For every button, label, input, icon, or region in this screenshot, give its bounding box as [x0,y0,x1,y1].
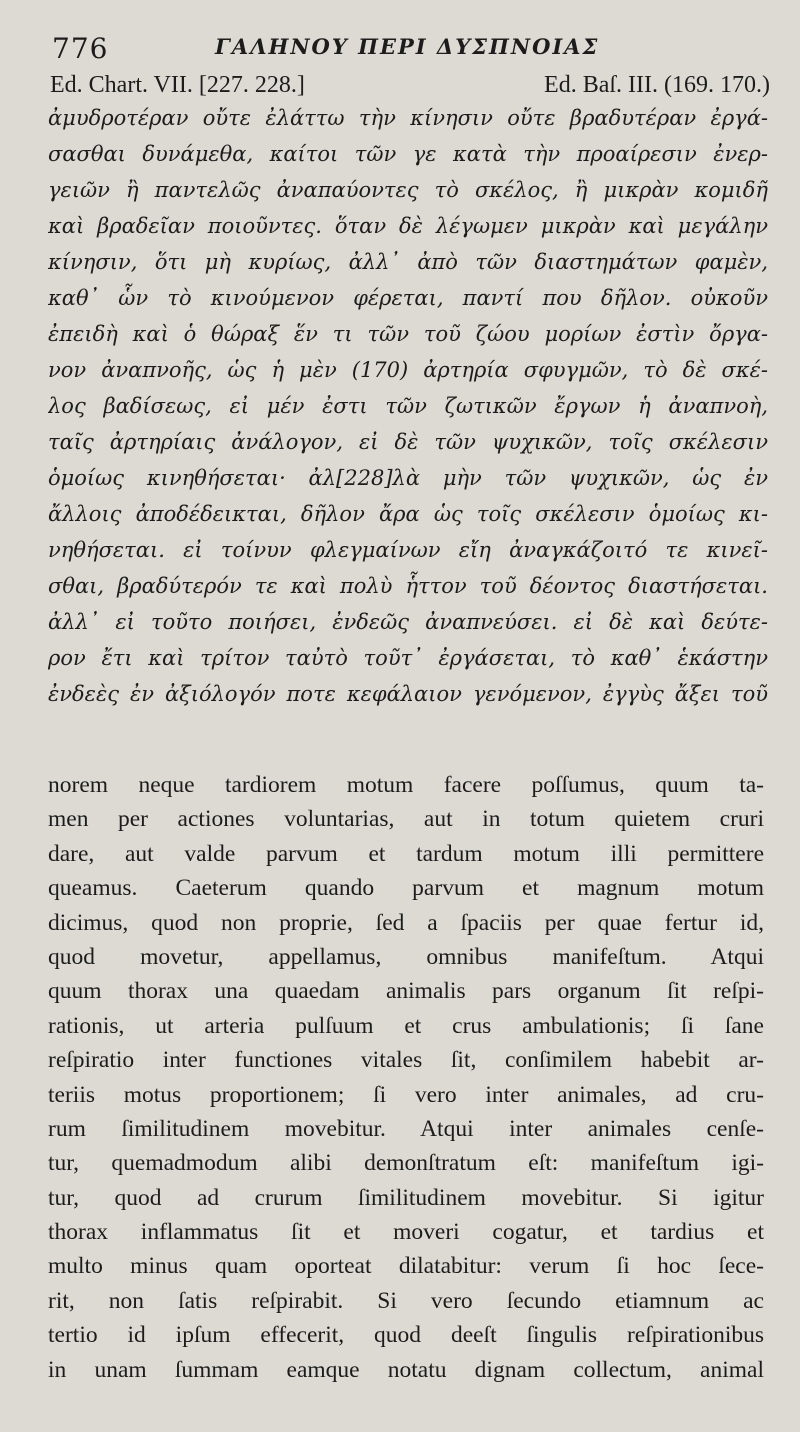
greek-text-line: ὁμοίως κινηθήσεται· ἀλ[228]λὰ μὴν τῶν ψυχικῶν, ὡς ἐν [48,466,768,490]
latin-text-block [48,768,764,1387]
running-title: ΓΑΛΗΝΟΥ ΠΕΡΙ ΔΥΣΠΝΟΙΑΣ [215,34,600,59]
greek-text-line: σασθαι δυνάμεθα, καίτοι τῶν γε κατὰ τὴν προαίρεσιν ἐνερ- [48,142,768,166]
latin-text-line: multo minus quam oporteat dilatabitur: verum ſi hoc ſece- [48,1253,764,1280]
latin-text-line: rit, non ſatis reſpirabit. Si vero ſecundo etiamnum ac [48,1287,764,1314]
greek-text-line: καθ᾽ ὧν τὸ κινούμενον φέρεται, παντί που δῆλον. οὐκοῦν [48,286,768,310]
latin-text-line: quum thorax una quaedam animalis pars organum ſit reſpi- [48,978,764,1005]
greek-text-line: λος βαδίσεως, εἰ μέν ἐστι τῶν ζωτικῶν ἔργων ἡ ἀναπνοὴ, [48,394,768,418]
latin-text-line: rationis, ut arteria pulſuum et crus ambulationis; ſi ſane [48,1012,764,1039]
greek-text-line: ἀλλ᾽ εἰ τοῦτο ποιήσει, ἐνδεῶς ἀναπνεύσει. εἰ δὲ καὶ δεύτε- [48,610,768,634]
edition-reference-basel: Ed. Baſ. III. (169. 170.) [544,72,770,98]
latin-text-line: norem neque tardiorem motum facere poſſumus, quum ta- [48,772,764,798]
latin-text-line: dare, aut valde parvum et tardum motum illi permittere [48,840,764,867]
greek-text-block [48,100,768,712]
greek-text-line: ἄλλοις ἀποδέδεικται, δῆλον ἄρα ὡς τοῖς σκέλεσιν ὁμοίως κι- [48,502,768,526]
latin-text-line: teriis motus proportionem; ſi vero inter animales, ad cru- [48,1081,764,1108]
latin-text-line: men per actiones voluntarias, aut in totum quietem cruri [48,806,764,833]
page-header [50,26,770,66]
latin-text-line: thorax inflammatus ſit et moveri cogatur, et tardius et [48,1219,764,1246]
edition-reference-chartier: Ed. Chart. VII. [227. 228.] [50,72,305,98]
greek-text-line: ρον ἔτι καὶ τρίτον ταὐτὸ τοῦτ᾽ ἐργάσεται, τὸ καθ᾽ ἑκάστην [48,646,768,670]
greek-text-line: νηθήσεται. εἰ τοίνυν φλεγμαίνων εἴη ἀναγκάζοιτό τε κινεῖ- [48,538,768,562]
latin-text-line: rum ſimilitudinem movebitur. Atqui inter animales cenſe- [48,1115,764,1142]
latin-text-line: tur, quod ad crurum ſimilitudinem movebitur. Si igitur [48,1184,764,1211]
latin-text-line: tur, quemadmodum alibi demonſtratum eſt: manifeſtum igi- [48,1150,764,1177]
greek-text-line: νον ἀναπνοῆς, ὡς ἡ μὲν (170) ἀρτηρία σφυγμῶν, τὸ δὲ σκέ- [48,358,768,382]
latin-text-line: dicimus, quod non proprie, ſed a ſpaciis per quae fertur id, [48,909,764,936]
greek-text-line: ἐπειδὴ καὶ ὁ θώραξ ἕν τι τῶν τοῦ ζώου μορίων ἐστὶν ὄργα- [48,322,768,346]
greek-text-line: σθαι, βραδύτερόν τε καὶ πολὺ ἧττον τοῦ δέοντος διαστήσεται. [48,574,768,598]
greek-text-line: κίνησιν, ὅτι μὴ κυρίως, ἀλλ᾽ ἀπὸ τῶν διαστημάτων φαμὲν, [48,250,768,274]
greek-text-line: καὶ βραδεῖαν ποιοῦντες. ὅταν δὲ λέγωμεν μικρὰν καὶ μεγάλην [48,214,768,238]
greek-text-line: γειῶν ἢ παντελῶς ἀναπαύοντες τὸ σκέλος, ἢ μικρὰν κομιδῆ [48,178,768,202]
latin-text-line: reſpiratio inter functiones vitales ſit, conſimilem habebit ar- [48,1047,764,1074]
page-number: 776 [52,32,109,65]
greek-text-line: ἐνδεὲς ἐν ἀξιόλογόν ποτε κεφάλαιον γενόμενον, ἐγγὺς ἄξει τοῦ [48,682,768,706]
latin-text-line: in unam ſummam eamque notatu dignam collectum, animal [48,1356,764,1383]
latin-text-line: tertio id ipſum effecerit, quod deeſt ſingulis reſpirationibus [48,1322,764,1349]
latin-text-line: quod movetur, appellamus, omnibus manifeſtum. Atqui [48,943,764,970]
greek-text-line: ταῖς ἀρτηρίαις ἀνάλογον, εἰ δὲ τῶν ψυχικῶν, τοῖς σκέλεσιν [48,430,768,454]
greek-text-line: ἀμυδροτέραν οὔτε ἐλάττω τὴν κίνησιν οὔτε βραδυτέραν ἐργά- [48,106,768,130]
latin-text-line: queamus. Caeterum quando parvum et magnum motum [48,875,764,902]
edition-reference-line [50,72,770,102]
